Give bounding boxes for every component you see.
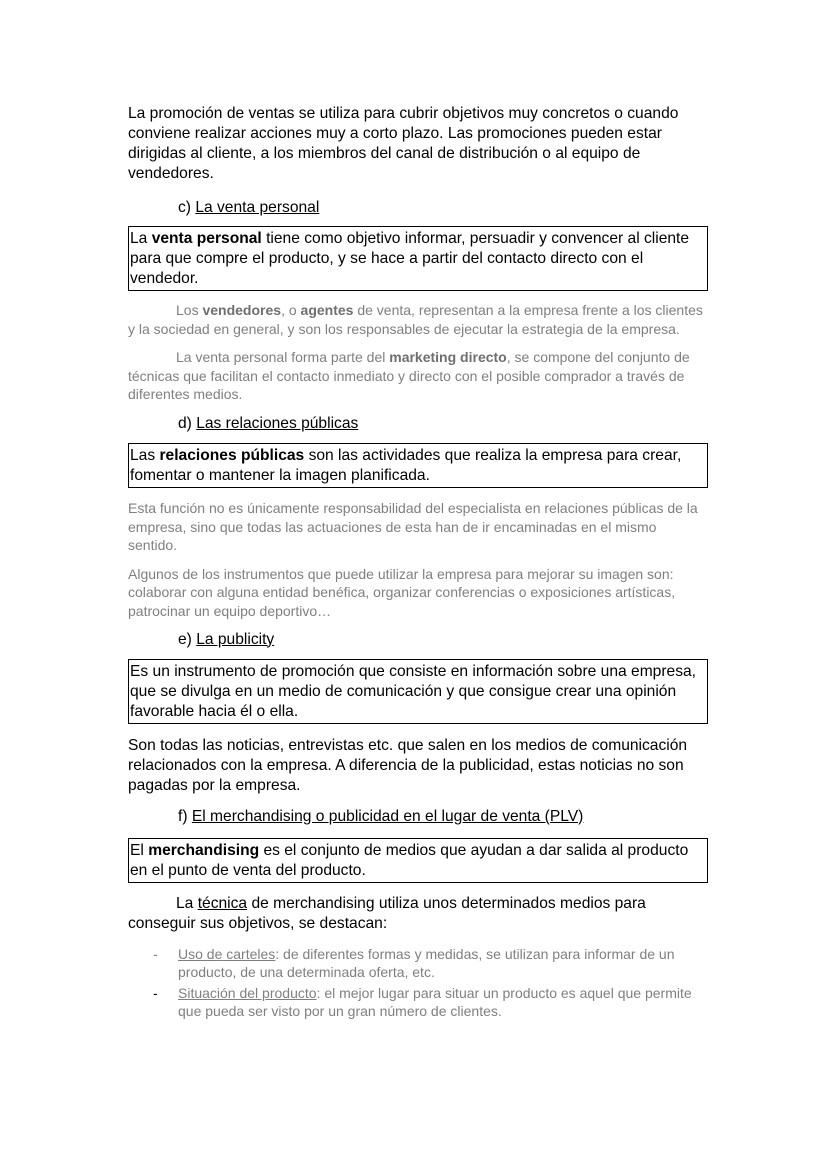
paragraph-vendedores bbox=[128, 301, 708, 338]
text: , o bbox=[281, 302, 301, 318]
heading-letter: c) bbox=[178, 199, 196, 216]
heading-relaciones-publicas bbox=[128, 414, 708, 434]
heading-title: El merchandising o publicidad en el lugar de venta (PLV) bbox=[191, 807, 584, 825]
heading-merchandising bbox=[128, 807, 708, 827]
bullet-text: : el mejor lugar para situar un producto es aquel que permite que pueda ser visto por un gran número de clientes. bbox=[178, 984, 692, 1020]
heading-title: Las relaciones públicas bbox=[196, 414, 359, 432]
def-term: venta personal bbox=[151, 230, 262, 247]
paragraph-noticias: Son todas las noticias, entrevistas etc. que salen en los medios de comunicación relacionados con la empresa. A diferencia de la publicidad, estas noticias no son pagadas por la empresa. bbox=[128, 736, 688, 794]
def-text: Las bbox=[130, 446, 160, 464]
text: de merchandising utiliza unos determinados medios para conseguir sus objetivos, se destacan: bbox=[128, 894, 646, 932]
def-term: relaciones públicas bbox=[159, 446, 305, 464]
paragraph-marketing-directo bbox=[128, 348, 708, 404]
bullet-term: Uso de carteles bbox=[178, 945, 276, 962]
bullet-dash: - bbox=[153, 945, 158, 962]
heading-letter: d) bbox=[178, 414, 197, 432]
text: , se compone del conjunto de técnicas que facilitan el contacto inmediato y directo con el posible comprador a través de diferentes medios. bbox=[128, 349, 690, 403]
intro-paragraph: La promoción de ventas se utiliza para cubrir objetivos muy concretos o cuando conviene realizar acciones muy a corto plazo. Las promociones pueden estar dirigidas al cliente, a los miembros del canal de distribución o al equipo de vendedores. bbox=[128, 105, 679, 182]
bullet-term: Situación del producto bbox=[178, 984, 317, 1001]
definition-box-relaciones-publicas bbox=[128, 443, 708, 488]
def-text: son las actividades que realiza la empresa para crear, fomentar o mantener la imagen planificada. bbox=[130, 446, 682, 484]
text: de venta, representan a la empresa frente a los clientes y la sociedad en general, y son los responsables de ejecutar la estrategia de la empresa. bbox=[128, 302, 703, 337]
text: Los bbox=[176, 302, 203, 318]
document-page bbox=[128, 104, 708, 1021]
text: La bbox=[176, 894, 198, 912]
bullet-item bbox=[128, 984, 708, 1021]
definition-box-publicity: Es un instrumento de promoción que consiste en información sobre una empresa, que se divulga en un medio de comunicación y que consigue crear una opinión favorable hacia él o ella. bbox=[128, 659, 708, 724]
definition-box-merchandising bbox=[128, 838, 708, 883]
text: La venta personal forma parte del bbox=[176, 349, 390, 366]
heading-venta-personal bbox=[128, 198, 708, 218]
bullet-dash: - bbox=[153, 984, 158, 1001]
heading-title: La publicity bbox=[196, 630, 275, 648]
heading-title: La venta personal bbox=[195, 199, 320, 216]
paragraph-tecnica bbox=[128, 894, 708, 934]
underlined-term: técnica bbox=[197, 894, 248, 912]
def-text: tiene como objetivo informar, persuadir y convencer al cliente para que compre el producto, y se hace a partir del contacto directo con el vendedor. bbox=[130, 230, 690, 287]
def-text: es el conjunto de medios que ayudan a dar salida al producto en el punto de venta del producto. bbox=[130, 841, 689, 879]
paragraph-funcion: Esta función no es únicamente responsabilidad del especialista en relaciones públicas de la empresa, sino que todas las actuaciones de esta han de ir encaminadas en el mismo sentido. bbox=[128, 499, 698, 554]
def-text: El bbox=[130, 841, 149, 859]
heading-publicity bbox=[128, 630, 708, 650]
heading-letter: f) bbox=[178, 807, 192, 825]
bold-term: agentes bbox=[300, 302, 354, 318]
definition-box-venta-personal bbox=[128, 226, 708, 291]
bullet-text: : de diferentes formas y medidas, se utilizan para informar de un producto, de una determinada oferta, etc. bbox=[178, 945, 675, 981]
bold-term: vendedores bbox=[202, 302, 282, 318]
bullet-item bbox=[128, 945, 708, 982]
heading-letter: e) bbox=[178, 630, 197, 648]
paragraph-instrumentos: Algunos de los instrumentos que puede utilizar la empresa para mejorar su imagen son: colaborar con alguna entidad benéfica, organizar conferencias o exposiciones artísticas, patrocinar un equipo deportivo… bbox=[128, 565, 676, 619]
def-term: merchandising bbox=[148, 841, 260, 859]
def-text: La bbox=[130, 230, 152, 247]
bold-term: marketing directo bbox=[389, 349, 507, 366]
